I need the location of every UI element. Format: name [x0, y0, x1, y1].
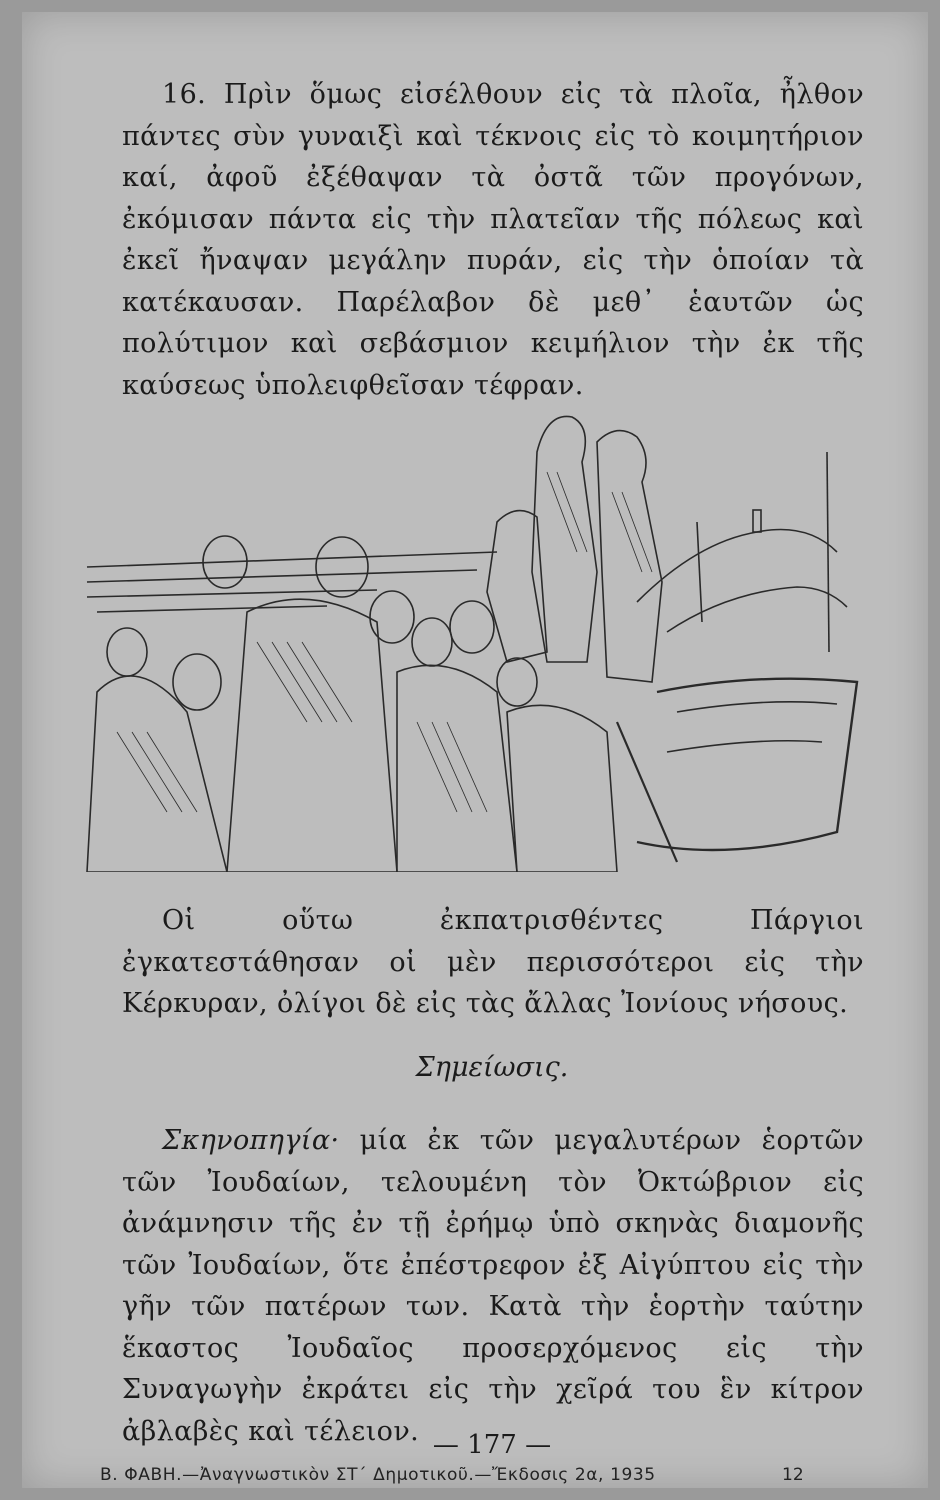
note-heading: Σημείωσις.	[415, 1052, 569, 1083]
book-page	[22, 12, 928, 1488]
paragraph-settlement	[122, 900, 864, 1025]
paragraph-settlement-text: Οἱ οὕτω ἐκπατρισθέντες Πάργιοι ἐγκατεστάθησαν οἱ μὲν περισσότεροι εἰς τὴν Κέρκυραν, ὀλίγοι δὲ εἰς τὰς ἄλλας Ἰονίους νήσους.	[122, 905, 864, 1019]
page-number: — 177 —	[432, 1430, 552, 1460]
note-text: μία ἐκ τῶν μεγαλυτέρων ἑορτῶν τῶν Ἰουδαίων, τελουμένη τὸν Ὀκτώβριον εἰς ἀνάμνησιν τῆς ἐν τῇ ἐρήμῳ ὑπὸ σκηνὰς διαμονῆς τῶν Ἰουδαίων, ὅτε ἐπέστρεφον ἐξ Αἰγύπτου εἰς τὴν γῆν τῶν πατέρων των. Κατὰ τὴν ἑορτὴν ταύτην ἕκαστος Ἰουδαῖος προσερχόμενος εἰς τὴν Συναγωγὴν ἐκράτει εἰς τὴν χεῖρά του ἓν κίτρον ἀβλαβὲς καὶ τέλειον.	[122, 1125, 865, 1447]
paragraph-16	[122, 74, 864, 406]
illustration-pargians-boarding-boat	[77, 392, 867, 872]
paragraph-16-text: Πρὶν ὅμως εἰσέλθουν εἰς τὰ πλοῖα, ἦλθον πάντες σὺν γυναιξὶ καὶ τέκνοις εἰς τὸ κοιμητήριον καί, ἀφοῦ ἐξέθαψαν τὰ ὀστᾶ τῶν προγόνων, ἐκόμισαν πάντα εἰς τὴν πλατεῖαν τῆς πόλεως καὶ ἐκεῖ ἤναψαν μεγάλην πυράν, εἰς τὴν ὁποίαν τὰ κατέκαυσαν. Παρέλαβον δὲ μεθ᾽ ἑαυτῶν ὡς πολύτιμον καὶ σεβάσμιον κειμήλιον τὴν ἐκ τῆς καύσεως ὑπολειφθεῖσαν τέφραν.	[122, 79, 865, 401]
footer-imprint: Β. ΦΑΒΗ.—Ἀναγνωστικὸν ΣΤ´ Δημοτικοῦ.—Ἔκδοσις 2α, 1935	[100, 1465, 656, 1485]
note-paragraph	[122, 1120, 864, 1452]
paragraph-number: 16.	[162, 79, 207, 110]
note-term: Σκηνοπηγία·	[162, 1125, 340, 1156]
footer-signature: 12	[782, 1465, 804, 1485]
